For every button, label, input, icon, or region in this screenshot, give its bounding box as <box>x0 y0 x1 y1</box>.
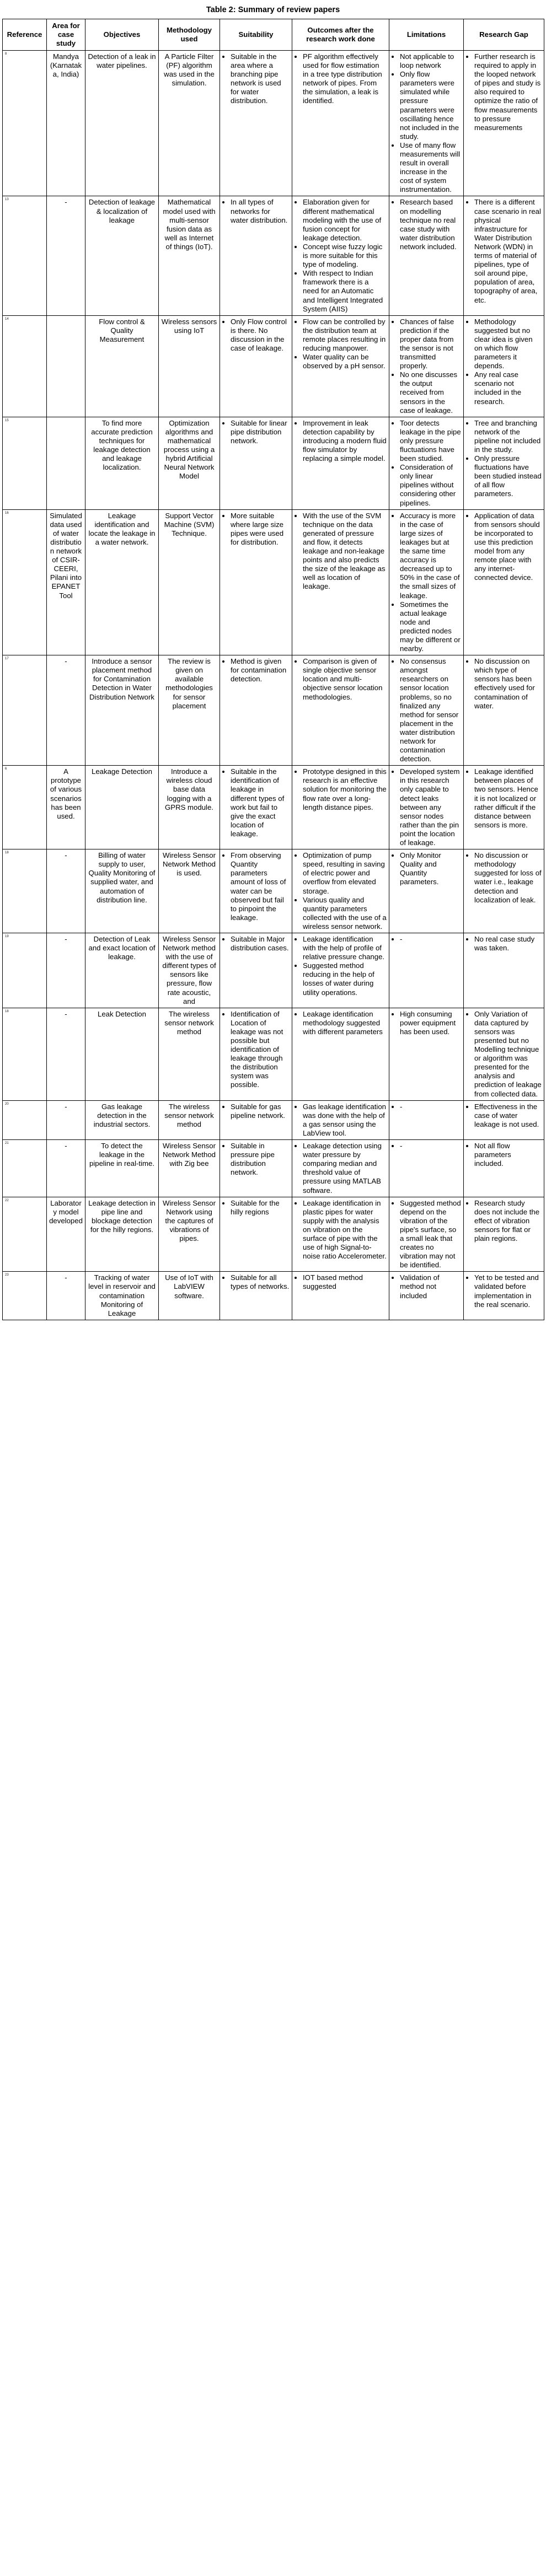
cell-suitability-list <box>222 1142 290 1177</box>
cell-suitability-list <box>222 419 290 445</box>
cell-limitations <box>389 1272 464 1320</box>
cell-outcomes <box>292 50 389 196</box>
table-row <box>3 1100 544 1139</box>
cell-objective: To find more accurate prediction techniques for leakage detection and leakage localization. <box>85 417 159 509</box>
cell-research-gap-item: • No discussion on which type of sensors has been effectively used for contamination of water. <box>474 657 542 711</box>
cell-research-gap <box>464 933 544 1008</box>
cell-research-gap-item: • Not all flow parameters included. <box>474 1142 542 1168</box>
cell-limitations-list <box>392 1010 461 1036</box>
cell-limitations <box>389 1008 464 1100</box>
cell-limitations-item: • Developed system in this research only capable to detect leaks between any sensor nodes rather than the pin point the location of leakage. <box>400 767 461 847</box>
cell-suitability-item: • Suitable in the identification of leakage in different types of work but fail to give the exact location of leakage. <box>231 767 290 838</box>
cell-research-gap <box>464 196 544 315</box>
cell-area: - <box>47 1100 85 1139</box>
cell-suitability <box>220 1197 292 1272</box>
cell-suitability-list <box>222 52 290 106</box>
cell-outcomes <box>292 315 389 417</box>
cell-suitability-list <box>222 657 290 684</box>
cell-limitations-item: • Toor detects leakage in the pipe only pressure fluctuations have been studied. <box>400 419 461 463</box>
table-body <box>3 50 544 1320</box>
cell-research-gap-list <box>466 935 542 953</box>
cell-reference: 6 <box>3 766 47 849</box>
cell-objective: Billing of water supply to user, Quality Monitoring of supplied water, and automation of distribution line. <box>85 849 159 933</box>
cell-suitability <box>220 849 292 933</box>
cell-objective: Flow control & Quality Measurement <box>85 315 159 417</box>
cell-limitations-item: • Chances of false prediction if the proper data from the sensor is not transmitted properly. <box>400 318 461 371</box>
cell-research-gap-list <box>466 1199 542 1243</box>
header-area: Area for case study <box>47 19 85 50</box>
cell-suitability-item: • Only Flow control is there. No discussion in the case of leakage. <box>231 318 290 353</box>
cell-outcomes <box>292 1197 389 1272</box>
cell-outcomes-list <box>295 198 387 313</box>
cell-suitability <box>220 766 292 849</box>
cell-limitations-item: • Validation of method not included <box>400 1273 461 1300</box>
cell-limitations-item: • - <box>400 1103 461 1111</box>
cell-suitability-list <box>222 767 290 838</box>
cell-suitability-item: • Suitable for linear pipe distribution network. <box>231 419 290 445</box>
table-row <box>3 1008 544 1100</box>
cell-suitability-list <box>222 1010 290 1090</box>
cell-research-gap <box>464 1100 544 1139</box>
cell-limitations <box>389 196 464 315</box>
cell-suitability <box>220 655 292 766</box>
cell-outcomes <box>292 1100 389 1139</box>
cell-limitations-item: • Consideration of only linear pipelines without considering other pipelines. <box>400 463 461 507</box>
cell-research-gap <box>464 417 544 509</box>
cell-limitations <box>389 655 464 766</box>
cell-suitability <box>220 1272 292 1320</box>
cell-research-gap-list <box>466 851 542 905</box>
cell-outcomes <box>292 766 389 849</box>
cell-reference: 18 <box>3 1008 47 1100</box>
cell-objective: Tracking of water level in reservoir and contamination Monitoring of Leakage <box>85 1272 159 1320</box>
cell-outcomes <box>292 933 389 1008</box>
cell-suitability-list <box>222 1103 290 1120</box>
cell-limitations-item: • Use of many flow measurements will result in overall increase in the cost of system instrumentation. <box>400 141 461 195</box>
cell-methodology: Wireless Sensor Network using the captures of vibrations of pipes. <box>159 1197 220 1272</box>
cell-methodology: The wireless sensor network method <box>159 1100 220 1139</box>
cell-suitability-list <box>222 851 290 922</box>
header-limitations: Limitations <box>389 19 464 50</box>
cell-research-gap-item: • Only pressure fluctuations have been studied instead of all flow parameters. <box>474 454 542 498</box>
cell-limitations-list <box>392 1273 461 1300</box>
cell-suitability <box>220 1008 292 1100</box>
cell-methodology: The review is given on available methodologies for sensor placement <box>159 655 220 766</box>
cell-outcomes-item: • PF algorithm effectively used for flow estimation in a tree type distribution network of pipes. From the simulation, a leak is identified. <box>303 52 387 106</box>
cell-methodology: Optimization algorithms and mathematical process using a hybrid Artificial Neural Network Model <box>159 417 220 509</box>
cell-limitations-list <box>392 851 461 886</box>
cell-limitations <box>389 509 464 655</box>
table-row <box>3 50 544 196</box>
cell-outcomes-item: • Various quality and quantity parameters collected with the use of a wireless sensor network. <box>303 896 387 931</box>
cell-research-gap <box>464 766 544 849</box>
cell-objective: Leakage detection in pipe line and blockage detection for the hilly regions. <box>85 1197 159 1272</box>
header-objectives: Objectives <box>85 19 159 50</box>
cell-research-gap <box>464 1197 544 1272</box>
cell-reference: 13 <box>3 196 47 315</box>
cell-outcomes-item: • Concept wise fuzzy logic is more suitable for this type of modeling. <box>303 243 387 269</box>
cell-limitations <box>389 849 464 933</box>
cell-outcomes-list <box>295 851 387 931</box>
cell-research-gap-list <box>466 512 542 583</box>
cell-reference: 23 <box>3 1272 47 1320</box>
cell-limitations-list <box>392 657 461 763</box>
cell-suitability-list <box>222 1273 290 1291</box>
cell-research-gap <box>464 1008 544 1100</box>
cell-outcomes-item: • Prototype designed in this research is an effective solution for monitoring the flow rate over a long-length distance pipes. <box>303 767 387 811</box>
cell-research-gap-item: • No discussion or methodology suggested for loss of water i.e., leakage detection and localization of leak. <box>474 851 542 905</box>
cell-methodology: Wireless Sensor Network Method is used. <box>159 849 220 933</box>
cell-area: - <box>47 196 85 315</box>
cell-research-gap-list <box>466 767 542 830</box>
cell-research-gap-list <box>466 657 542 711</box>
cell-objective: To detect the leakage in the pipeline in real-time. <box>85 1140 159 1197</box>
cell-outcomes <box>292 1140 389 1197</box>
cell-limitations <box>389 1100 464 1139</box>
cell-suitability-item: • In all types of networks for water distribution. <box>231 198 290 224</box>
cell-limitations <box>389 1197 464 1272</box>
cell-reference: 22 <box>3 1197 47 1272</box>
cell-reference: 21 <box>3 1140 47 1197</box>
cell-reference: 16 <box>3 509 47 655</box>
cell-outcomes-item: • Comparison is given of single objective sensor location and multi-objective sensor location methodologies. <box>303 657 387 701</box>
cell-methodology: Wireless sensors using IoT <box>159 315 220 417</box>
cell-limitations <box>389 50 464 196</box>
cell-limitations-list <box>392 419 461 508</box>
cell-outcomes-item: • Optimization of pump speed, resulting in saving of electric power and overflow from elevated storage. <box>303 851 387 895</box>
cell-outcomes <box>292 417 389 509</box>
cell-suitability <box>220 1100 292 1139</box>
cell-limitations-item: • Only Monitor Quality and Quantity parameters. <box>400 851 461 886</box>
cell-research-gap <box>464 509 544 655</box>
cell-research-gap-list <box>466 52 542 132</box>
cell-research-gap-list <box>466 1273 542 1309</box>
cell-research-gap-item: • Application of data from sensors should be incorporated to use this prediction model from any remote place with any internet-connected device. <box>474 512 542 583</box>
cell-limitations-list <box>392 512 461 654</box>
cell-outcomes-item: • Elaboration given for different mathematical modeling with the use of fusion concept for leakage detection. <box>303 198 387 242</box>
cell-methodology: Wireless Sensor Network method with the use of different types of sensors like pressure, flow rate acoustic, and <box>159 933 220 1008</box>
cell-suitability <box>220 509 292 655</box>
cell-limitations-item: • Not applicable to loop network <box>400 52 461 70</box>
cell-outcomes-list <box>295 1199 387 1261</box>
cell-reference: 19 <box>3 933 47 1008</box>
cell-suitability <box>220 196 292 315</box>
cell-outcomes <box>292 1272 389 1320</box>
cell-research-gap-item: • Yet to be tested and validated before implementation in the real scenario. <box>474 1273 542 1309</box>
cell-methodology: Mathematical model used with multi-sensor fusion data as well as Internet of things (IoT). <box>159 196 220 315</box>
cell-limitations-item: • Suggested method depend on the vibration of the pipe's surface, so a small leak that creates no vibration may not be identified. <box>400 1199 461 1270</box>
cell-objective: Detection of Leak and exact location of leakage. <box>85 933 159 1008</box>
cell-suitability <box>220 1140 292 1197</box>
cell-outcomes <box>292 849 389 933</box>
table-row <box>3 766 544 849</box>
cell-suitability-item: • More suitable where large size pipes were used for distribution. <box>231 512 290 547</box>
cell-reference: 8 <box>3 50 47 196</box>
cell-research-gap-item: • Any real case scenario not included in the research. <box>474 370 542 406</box>
cell-suitability <box>220 417 292 509</box>
cell-objective: Detection of a leak in water pipelines. <box>85 50 159 196</box>
cell-suitability-item: • Suitable in Major distribution cases. <box>231 935 290 953</box>
cell-outcomes <box>292 1008 389 1100</box>
cell-limitations-list <box>392 1199 461 1270</box>
cell-limitations-list <box>392 935 461 944</box>
cell-area: A prototype of various scenarios has been used. <box>47 766 85 849</box>
cell-outcomes-list <box>295 419 387 463</box>
cell-limitations-list <box>392 318 461 415</box>
cell-limitations-list <box>392 198 461 251</box>
table-row <box>3 509 544 655</box>
cell-limitations <box>389 315 464 417</box>
cell-area: Mandya (Karnataka, India) <box>47 50 85 196</box>
cell-research-gap-list <box>466 318 542 406</box>
cell-outcomes-item: • Flow can be controlled by the distribution team at remote places resulting in reducing manpower. <box>303 318 387 353</box>
cell-reference: 17 <box>3 655 47 766</box>
cell-outcomes-list <box>295 657 387 701</box>
cell-methodology: Introduce a wireless cloud base data logging with a GPRS module. <box>159 766 220 849</box>
cell-outcomes-item: • Leakage detection using water pressure by comparing median and threshold value of pressure using MATLAB software. <box>303 1142 387 1195</box>
cell-limitations-item: • No one discusses the output received from sensors in the case of leakage. <box>400 370 461 415</box>
cell-research-gap-item: • Research study does not include the effect of vibration sensors for flat or plain regions. <box>474 1199 542 1243</box>
cell-limitations-item: • Accuracy is more in the case of large sizes of leakages but at the same time accuracy is decreased up to 50% in the case of the small sizes of leakage. <box>400 512 461 600</box>
cell-outcomes-item: • With respect to Indian framework there is a need for an Automatic and Intelligent Integrated System (AIIS) <box>303 269 387 313</box>
cell-outcomes-item: • Suggested method reducing in the help of losses of water during utility operations. <box>303 961 387 997</box>
cell-area: - <box>47 1008 85 1100</box>
cell-outcomes-item: • Water quality can be observed by a pH sensor. <box>303 353 387 370</box>
cell-research-gap-item: • Only Variation of data captured by sensors was presented but no Modelling technique or algorithm was presented for the analysis and prediction of leakage from collected data. <box>474 1010 542 1099</box>
table-row <box>3 1140 544 1197</box>
cell-objective: Introduce a sensor placement method for Contamination Detection in Water Distribution Network <box>85 655 159 766</box>
cell-outcomes-list <box>295 1010 387 1036</box>
cell-suitability <box>220 933 292 1008</box>
cell-outcomes-list <box>295 1103 387 1138</box>
cell-research-gap <box>464 655 544 766</box>
cell-reference: 14 <box>3 315 47 417</box>
table-caption: Table 2: Summary of review papers <box>206 6 340 14</box>
cell-limitations <box>389 933 464 1008</box>
cell-area: - <box>47 1272 85 1320</box>
cell-limitations-item: • High consuming power equipment has been used. <box>400 1010 461 1036</box>
cell-area: - <box>47 933 85 1008</box>
cell-research-gap-list <box>466 1010 542 1099</box>
cell-research-gap-list <box>466 1103 542 1129</box>
cell-methodology: Use of IoT with LabVIEW software. <box>159 1272 220 1320</box>
cell-suitability-item: • Suitable for the hilly regions <box>231 1199 290 1217</box>
cell-outcomes-list <box>295 52 387 106</box>
table-row <box>3 315 544 417</box>
cell-suitability-list <box>222 1199 290 1217</box>
cell-outcomes-item: • Leakage identification with the help of profile of relative pressure change. <box>303 935 387 961</box>
cell-outcomes-item: • With the use of the SVM technique on the data generated of pressure and flow, it detects leakage and non-leakage points and also predicts the size of the leakage as well as location of leakage. <box>303 512 387 591</box>
cell-research-gap-item: • No real case study was taken. <box>474 935 542 953</box>
cell-research-gap-item: • Effectiveness in the case of water leakage is not used. <box>474 1103 542 1129</box>
cell-suitability-list <box>222 198 290 224</box>
cell-research-gap-list <box>466 1142 542 1168</box>
cell-research-gap-item: • There is a different case scenario in real physical infrastructure for Water Distribution Network (WDN) in terms of material of pipelines, type of soil around pipe, population of area, topography of area, etc. <box>474 198 542 304</box>
cell-research-gap-list <box>466 198 542 304</box>
header-reference: Reference <box>3 19 47 50</box>
cell-research-gap <box>464 315 544 417</box>
cell-objective: Leakage identification and locate the leakage in a water network. <box>85 509 159 655</box>
cell-outcomes <box>292 196 389 315</box>
cell-outcomes-list <box>295 767 387 811</box>
cell-limitations-item: • Only flow parameters were simulated while pressure parameters were oscillating hence not included in the study. <box>400 70 461 141</box>
cell-limitations-item: • - <box>400 1142 461 1150</box>
cell-research-gap <box>464 1140 544 1197</box>
table-row <box>3 1197 544 1272</box>
cell-reference: 18 <box>3 849 47 933</box>
review-summary-table <box>2 19 544 1320</box>
cell-methodology: A Particle Filter (PF) algorithm was used in the simulation. <box>159 50 220 196</box>
cell-research-gap-item: • Further research is required to apply in the looped network of pipes and study is also required to optimize the ratio of flow measurements to pressure measurements <box>474 52 542 132</box>
cell-outcomes-item: • IOT based method suggested <box>303 1273 387 1291</box>
header-row <box>3 19 544 50</box>
header-research-gap: Research Gap <box>464 19 544 50</box>
cell-limitations-item: • Sometimes the actual leakage node and predicted nodes may be different or nearby. <box>400 600 461 654</box>
cell-objective: Leakage Detection <box>85 766 159 849</box>
cell-limitations-item: • - <box>400 935 461 944</box>
cell-outcomes-item: • Improvement in leak detection capability by introducing a modern fluid flow simulator by replacing a simple model. <box>303 419 387 463</box>
cell-area: Laboratory model developed <box>47 1197 85 1272</box>
cell-limitations-item: • Research based on modelling technique no real case study with water distribution network included. <box>400 198 461 251</box>
cell-methodology: The wireless sensor network method <box>159 1008 220 1100</box>
cell-outcomes-item: • Leakage identification methodology suggested with different parameters <box>303 1010 387 1036</box>
cell-outcomes <box>292 509 389 655</box>
cell-research-gap-item: • Leakage identified between places of two sensors. Hence it is not localized or rather difficult if the distance between sensors is more. <box>474 767 542 830</box>
cell-outcomes-list <box>295 935 387 997</box>
table-row <box>3 849 544 933</box>
cell-limitations <box>389 1140 464 1197</box>
cell-reference: 20 <box>3 1100 47 1139</box>
cell-limitations-list <box>392 52 461 195</box>
cell-limitations-list <box>392 767 461 847</box>
cell-suitability-list <box>222 318 290 353</box>
cell-research-gap <box>464 1272 544 1320</box>
cell-area: Simulated data used of water distribution network of CSIR-CEERI, Pilani into EPANET Tool <box>47 509 85 655</box>
cell-reference: 15 <box>3 417 47 509</box>
header-suitability: Suitability <box>220 19 292 50</box>
cell-area <box>47 315 85 417</box>
cell-research-gap-list <box>466 419 542 499</box>
cell-outcomes-item: • Leakage identification in plastic pipes for water supply with the analysis on vibration on the surface of pipe with the use of high Signal-to-noise ratio Accelerometer. <box>303 1199 387 1261</box>
cell-outcomes-list <box>295 1142 387 1195</box>
cell-outcomes-list <box>295 318 387 371</box>
cell-area: - <box>47 1140 85 1197</box>
table-row <box>3 417 544 509</box>
cell-research-gap-item: • Methodology suggested but no clear idea is given on which flow parameters it depends. <box>474 318 542 371</box>
cell-suitability <box>220 50 292 196</box>
cell-suitability-list <box>222 935 290 953</box>
cell-suitability-item: • Suitable in the area where a branching pipe network is used for water distribution. <box>231 52 290 106</box>
table-row <box>3 1272 544 1320</box>
cell-methodology: Wireless Sensor Network Method with Zig bee <box>159 1140 220 1197</box>
cell-outcomes-item: • Gas leakage identification was done with the help of a gas sensor using the LabView tool. <box>303 1103 387 1138</box>
cell-suitability-list <box>222 512 290 547</box>
cell-suitability <box>220 315 292 417</box>
cell-outcomes-list <box>295 1273 387 1291</box>
cell-suitability-item: • Identification of Location of leakage was not possible but identification of leakage through the distribution system was possible. <box>231 1010 290 1090</box>
cell-suitability-item: • Suitable for gas pipeline network. <box>231 1103 290 1120</box>
cell-limitations-item: • No consensus amongst researchers on sensor location problems, so no finalized any method for sensor placement in the water distribution network for contamination detection. <box>400 657 461 763</box>
cell-outcomes-list <box>295 512 387 591</box>
cell-outcomes <box>292 655 389 766</box>
cell-area <box>47 417 85 509</box>
cell-research-gap <box>464 849 544 933</box>
header-methodology: Methodology used <box>159 19 220 50</box>
cell-objective: Gas leakage detection in the industrial sectors. <box>85 1100 159 1139</box>
cell-objective: Leak Detection <box>85 1008 159 1100</box>
cell-area: - <box>47 849 85 933</box>
cell-suitability-item: • From observing Quantity parameters amount of loss of water can be observed but fail to pinpoint the leakage. <box>231 851 290 922</box>
cell-suitability-item: • Suitable in pressure pipe distribution network. <box>231 1142 290 1177</box>
cell-limitations <box>389 417 464 509</box>
table-row <box>3 933 544 1008</box>
cell-limitations-list <box>392 1142 461 1150</box>
table-row <box>3 655 544 766</box>
cell-objective: Detection of leakage & localization of leakage <box>85 196 159 315</box>
cell-suitability-item: • Method is given for contamination detection. <box>231 657 290 684</box>
cell-methodology: Support Vector Machine (SVM) Technique. <box>159 509 220 655</box>
table-row <box>3 196 544 315</box>
cell-research-gap <box>464 50 544 196</box>
header-outcomes: Outcomes after the research work done <box>292 19 389 50</box>
cell-limitations-list <box>392 1103 461 1111</box>
cell-area: - <box>47 655 85 766</box>
cell-research-gap-item: • Tree and branching network of the pipeline not included in the study. <box>474 419 542 454</box>
cell-limitations <box>389 766 464 849</box>
cell-suitability-item: • Suitable for all types of networks. <box>231 1273 290 1291</box>
